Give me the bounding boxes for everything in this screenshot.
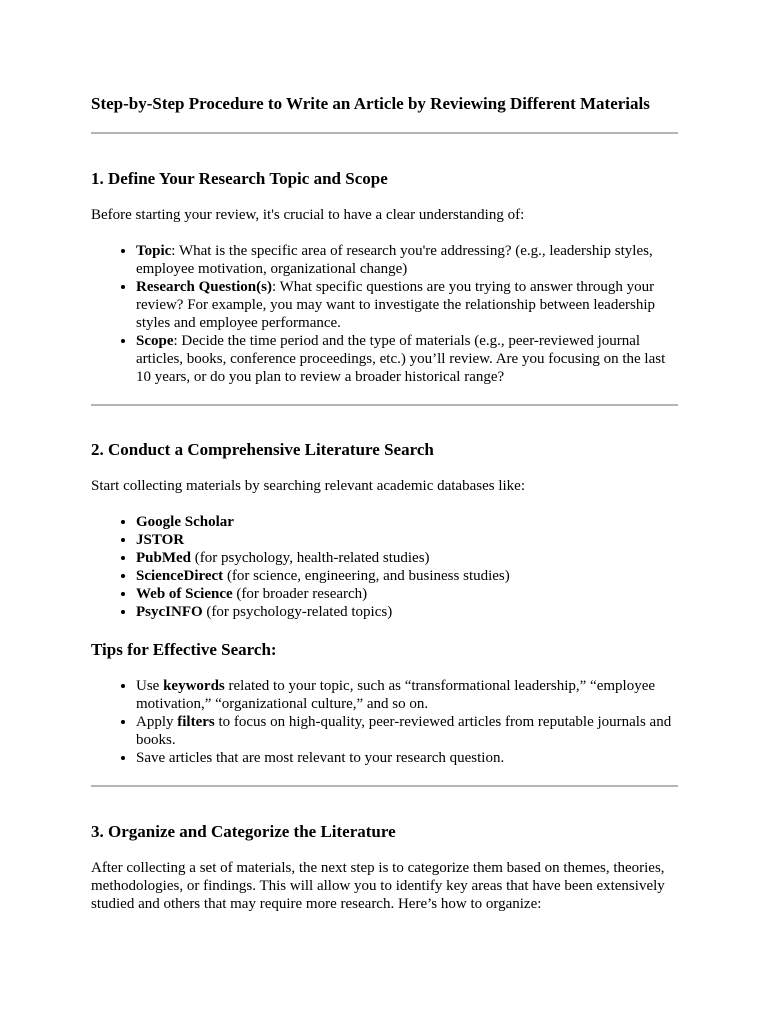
section-1-intro: Before starting your review, it's crucial to have a clear understanding of: [91, 207, 525, 223]
document-content [91, 94, 679, 913]
tip-text: related to your topic, such as “transformational leadership,” “employee motivation,” “organizational culture,” and so on. [136, 678, 656, 712]
list-item [136, 549, 679, 567]
tip-term: keywords [163, 678, 225, 694]
list-item-term: Topic [136, 243, 172, 259]
database-list [91, 513, 679, 621]
database-name: ScienceDirect [136, 568, 224, 584]
tip-text: to focus on high-quality, peer-reviewed articles from reputable journals and books. [136, 714, 672, 748]
list-item-text: : Decide the time period and the type of materials (e.g., peer-reviewed journal articles, books, conference proceedings, etc.) you’ll review. Are you focusing on the last 10 years, or do you plan to review a broader historical range? [136, 333, 666, 385]
database-name: JSTOR [136, 532, 185, 548]
section-1-heading: 1. Define Your Research Topic and Scope [91, 169, 388, 188]
list-item [136, 603, 679, 621]
tips-list [91, 677, 679, 767]
list-item [136, 677, 679, 713]
database-note: (for science, engineering, and business studies) [223, 568, 510, 584]
section-2-heading: 2. Conduct a Comprehensive Literature Search [91, 440, 434, 459]
section-1-list [91, 242, 679, 386]
list-item [136, 585, 679, 603]
list-item [136, 531, 679, 549]
list-item [136, 713, 679, 749]
list-item-term: Research Question(s) [136, 279, 272, 295]
list-item-term: Scope [136, 333, 174, 349]
database-note: (for psychology-related topics) [202, 604, 393, 620]
database-note: (for broader research) [232, 586, 368, 602]
database-note: (for psychology, health-related studies) [191, 550, 430, 566]
tip-prefix: Use [136, 678, 164, 694]
database-name: Google Scholar [136, 514, 234, 530]
list-item [136, 513, 679, 531]
database-name: PubMed [136, 550, 192, 566]
tip-prefix: Save articles that are most relevant to your research question. [136, 750, 505, 766]
tip-term: filters [177, 714, 215, 730]
list-item [136, 567, 679, 585]
tip-prefix: Apply [136, 714, 178, 730]
list-item [136, 332, 679, 386]
list-item [136, 278, 679, 332]
tips-heading: Tips for Effective Search: [91, 640, 277, 659]
list-item [136, 242, 679, 278]
list-item-text: : What is the specific area of research you're addressing? (e.g., leadership styles, employee motivation, organizational change) [136, 243, 653, 277]
database-name: PsycINFO [136, 604, 203, 620]
section-3-intro: After collecting a set of materials, the next step is to categorize them based on themes, theories, methodologies, or findings. This will allow you to identify key areas that have been extensively studied and others that may require more research. Here’s how to organize: [91, 860, 665, 912]
list-item [136, 749, 679, 767]
section-2-intro: Start collecting materials by searching relevant academic databases like: [91, 478, 525, 494]
database-name: Web of Science [136, 586, 233, 602]
document-title: Step-by-Step Procedure to Write an Article by Reviewing Different Materials [91, 94, 650, 113]
list-item-text: : What specific questions are you trying to answer through your review? For example, you may want to investigate the relationship between leadership styles and employee performance. [136, 279, 656, 331]
section-3-heading: 3. Organize and Categorize the Literature [91, 822, 396, 841]
